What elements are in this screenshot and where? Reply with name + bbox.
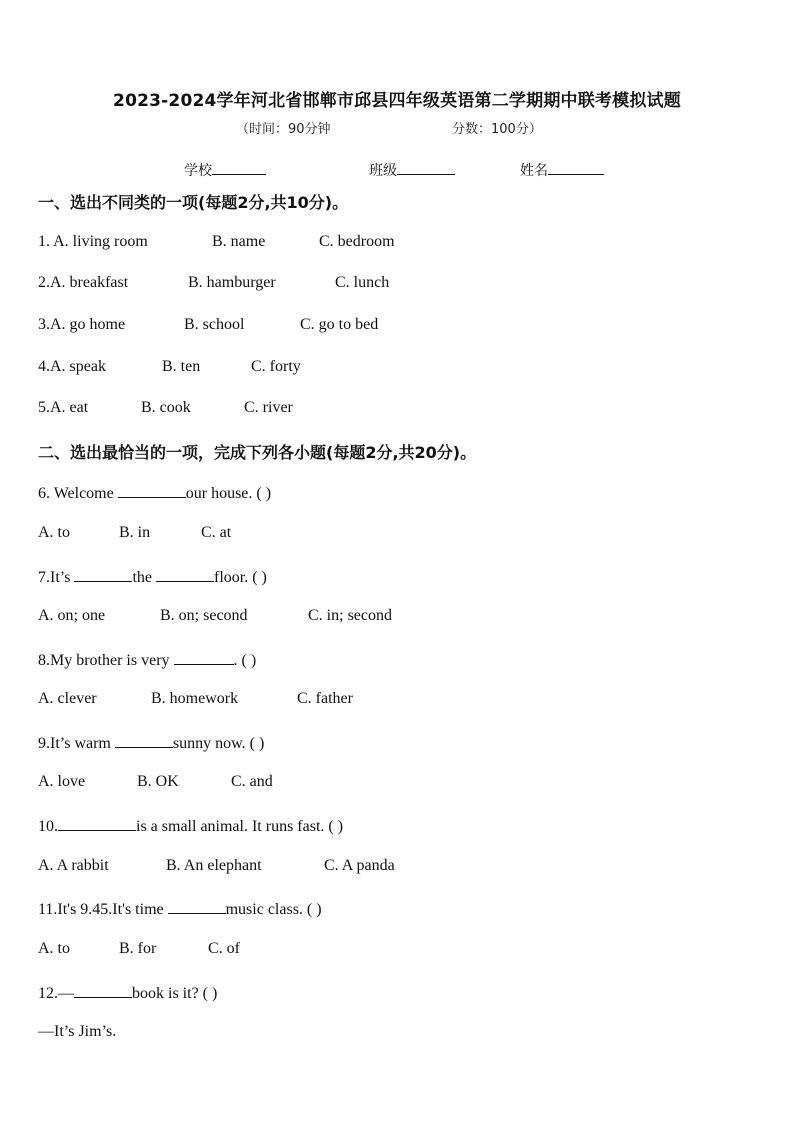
question-5 <box>38 399 293 417</box>
question-number: 3. <box>38 316 50 333</box>
answer-blank[interactable] <box>58 815 136 831</box>
question-11 <box>38 898 322 919</box>
question-number: 1. <box>38 233 54 250</box>
option-a: A. A rabbit <box>38 857 109 874</box>
question-text-end: floor. ( ) <box>214 569 267 586</box>
name-blank <box>548 160 604 175</box>
option-c: C. river <box>244 399 293 416</box>
question-9-options <box>38 773 273 791</box>
class-label: 班级 <box>369 163 397 179</box>
answer-blank[interactable] <box>174 649 234 665</box>
section-1-heading: 一、选出不同类的一项(每题2分,共10分)。 <box>38 193 349 212</box>
section-2-heading: 二、选出最恰当的一项，完成下列各小题(每题2分,共20分)。 <box>38 443 477 462</box>
question-text: 11.It's 9.45.It's time <box>38 901 168 918</box>
school-field <box>184 160 266 180</box>
option-a: A. clever <box>38 690 97 707</box>
question-3 <box>38 316 379 334</box>
school-label: 学校 <box>184 163 212 179</box>
answer-blank-2[interactable] <box>156 566 214 582</box>
time-info: （时间：90分钟 <box>236 122 331 137</box>
option-c: C. forty <box>251 358 301 375</box>
school-blank <box>212 160 266 175</box>
option-b: B. cook <box>141 399 191 416</box>
question-text-end: . ( ) <box>233 652 257 669</box>
option-c: C. of <box>208 940 240 957</box>
question-text: 9.It’s warm <box>38 735 115 752</box>
option-b: B. on; second <box>160 607 248 624</box>
question-text-end: is a small animal. It runs fast. ( ) <box>136 818 344 835</box>
option-a: A. speak <box>50 358 106 375</box>
question-number: 2. <box>38 274 50 291</box>
question-text-end: music class. ( ) <box>225 901 322 918</box>
score-info: 分数：100分） <box>452 122 542 137</box>
answer-blank[interactable] <box>118 482 186 498</box>
option-b: B. ten <box>162 358 201 375</box>
question-10-options <box>38 857 395 875</box>
option-a: A. eat <box>50 399 89 416</box>
question-12-answer: —It’s Jim’s. <box>38 1023 117 1040</box>
answer-blank[interactable] <box>168 898 226 914</box>
question-6-options <box>38 524 232 542</box>
class-blank <box>397 160 455 175</box>
question-4 <box>38 358 301 376</box>
option-b: B. homework <box>151 690 239 707</box>
question-1 <box>38 233 395 251</box>
question-number: 5. <box>38 399 50 416</box>
option-c: C. bedroom <box>319 233 395 250</box>
question-11-options <box>38 940 240 958</box>
answer-blank-1[interactable] <box>74 566 132 582</box>
option-a: A. to <box>38 524 70 541</box>
option-c: C. and <box>231 773 273 790</box>
question-text-end: book is it? ( ) <box>132 985 218 1002</box>
answer-blank[interactable] <box>115 732 173 748</box>
question-text: 12.— <box>38 985 74 1002</box>
question-text: 8.My brother is very <box>38 652 174 669</box>
option-b: B. in <box>119 524 151 541</box>
question-text-mid: the <box>132 569 156 586</box>
option-c: C. go to bed <box>300 316 379 333</box>
question-7 <box>38 566 267 587</box>
question-text-end: our house. ( ) <box>185 485 272 502</box>
option-a: A. living room <box>53 233 148 250</box>
option-a: A. go home <box>50 316 126 333</box>
option-a: A. breakfast <box>50 274 129 291</box>
option-c: C. A panda <box>324 857 395 874</box>
option-b: B. OK <box>137 773 179 790</box>
question-number: 4. <box>38 358 50 375</box>
question-text-end: sunny now. ( ) <box>172 735 265 752</box>
name-field <box>520 160 604 180</box>
option-a: A. to <box>38 940 70 957</box>
question-12 <box>38 982 217 1003</box>
option-b: B. hamburger <box>188 274 276 291</box>
question-6 <box>38 482 271 503</box>
question-9 <box>38 732 264 753</box>
question-text: 10. <box>38 818 58 835</box>
question-7-options <box>38 607 392 625</box>
option-c: C. lunch <box>335 274 390 291</box>
answer-blank[interactable] <box>74 982 132 998</box>
option-b: B. An elephant <box>166 857 262 874</box>
option-a: A. love <box>38 773 86 790</box>
question-8 <box>38 649 256 670</box>
question-8-options <box>38 690 353 708</box>
name-label: 姓名 <box>520 163 548 179</box>
option-b: B. name <box>212 233 266 250</box>
option-c: C. father <box>297 690 353 707</box>
exam-title: 2023-2024学年河北省邯郸市邱县四年级英语第二学期期中联考模拟试题 <box>113 91 681 111</box>
option-a: A. on; one <box>38 607 106 624</box>
question-2 <box>38 274 390 292</box>
question-10 <box>38 815 343 836</box>
option-c: C. in; second <box>308 607 392 624</box>
option-b: B. for <box>119 940 157 957</box>
option-b: B. school <box>184 316 245 333</box>
question-text: 6. Welcome <box>38 485 118 502</box>
class-field <box>369 160 455 180</box>
question-text: 7.It’s <box>38 569 75 586</box>
option-c: C. at <box>201 524 232 541</box>
